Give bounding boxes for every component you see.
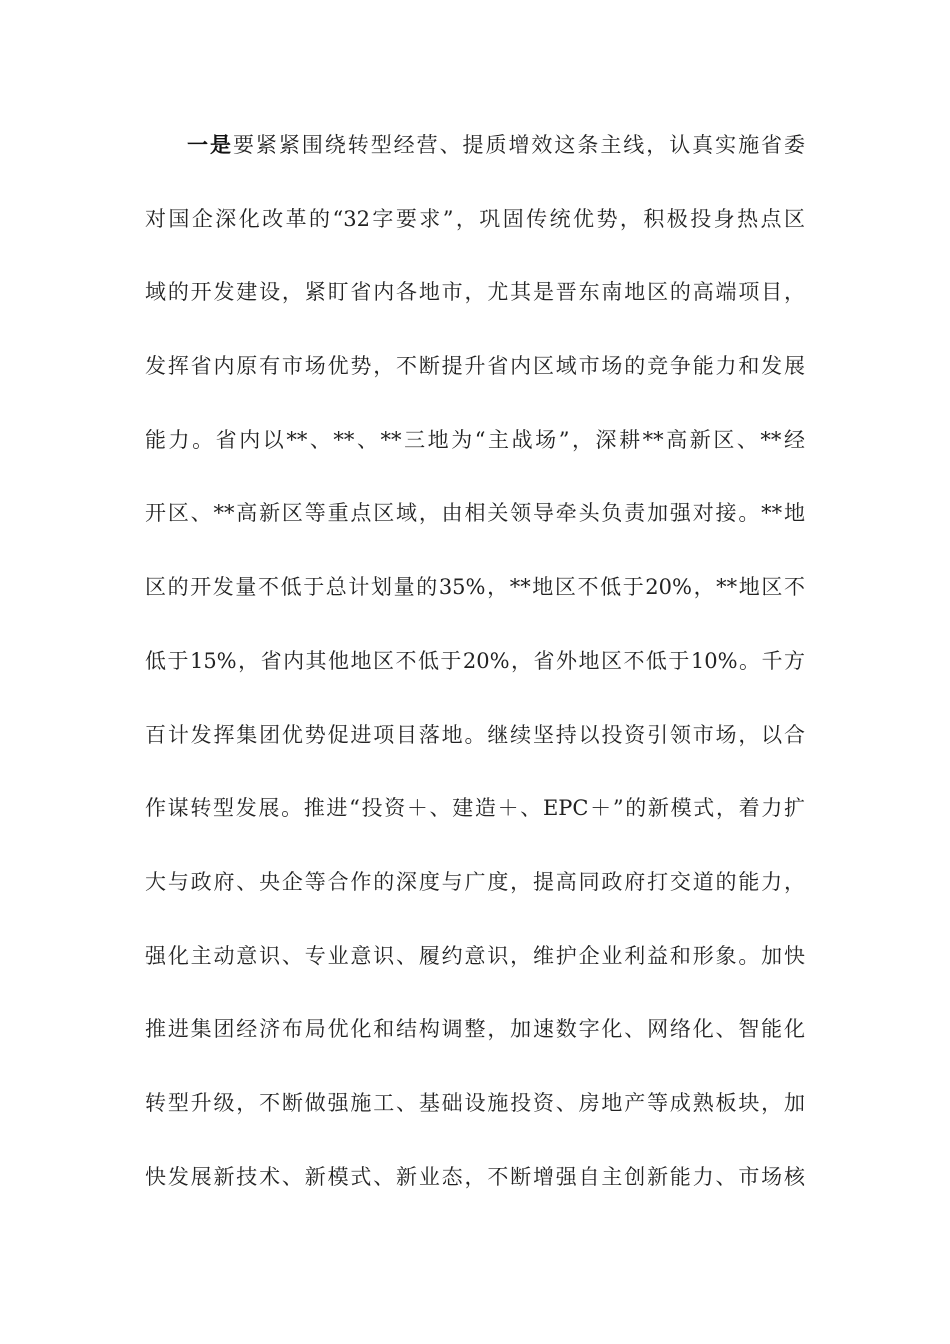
paragraph-line: 快发展新技术、新模式、新业态，不断增强自主创新能力、市场核 bbox=[145, 1164, 805, 1189]
paragraph-line: 作谋转型发展。推进“投资＋、建造＋、EPC＋”的新模式，着力扩 bbox=[145, 796, 805, 821]
paragraph-line: 开区、**高新区等重点区域，由相关领导牵头负责加强对接。**地 bbox=[145, 501, 805, 526]
paragraph-line: 转型升级，不断做强施工、基础设施投资、房地产等成熟板块，加 bbox=[145, 1090, 805, 1115]
paragraph-line: 区的开发量不低于总计划量的35%，**地区不低于20%，**地区不 bbox=[145, 575, 805, 600]
lead-phrase: 一是 bbox=[187, 132, 233, 157]
line-text: 要紧紧围绕转型经营、提质增效这条主线，认真实施省委 bbox=[232, 133, 806, 157]
paragraph-line: 强化主动意识、专业意识、履约意识，维护企业利益和形象。加快 bbox=[145, 943, 805, 968]
paragraph-line: 推进集团经济布局优化和结构调整，加速数字化、网络化、智能化 bbox=[145, 1017, 805, 1042]
body-paragraph bbox=[145, 133, 805, 1238]
paragraph-line: 大与政府、央企等合作的深度与广度，提高同政府打交道的能力， bbox=[145, 869, 805, 894]
paragraph-line: 发挥省内原有市场优势，不断提升省内区域市场的竞争能力和发展 bbox=[145, 354, 805, 379]
paragraph-line: 能力。省内以**、**、**三地为“主战场”，深耕**高新区、**经 bbox=[145, 427, 805, 452]
paragraph-line: 域的开发建设，紧盯省内各地市，尤其是晋东南地区的高端项目， bbox=[145, 280, 805, 305]
paragraph-line: 百计发挥集团优势促进项目落地。继续坚持以投资引领市场，以合 bbox=[145, 722, 805, 747]
paragraph-line: 低于15%，省内其他地区不低于20%，省外地区不低于10%。千方 bbox=[145, 648, 805, 673]
paragraph-line bbox=[145, 133, 805, 157]
paragraph-line: 对国企深化改革的“32字要求”，巩固传统优势，积极投身热点区 bbox=[145, 206, 805, 231]
